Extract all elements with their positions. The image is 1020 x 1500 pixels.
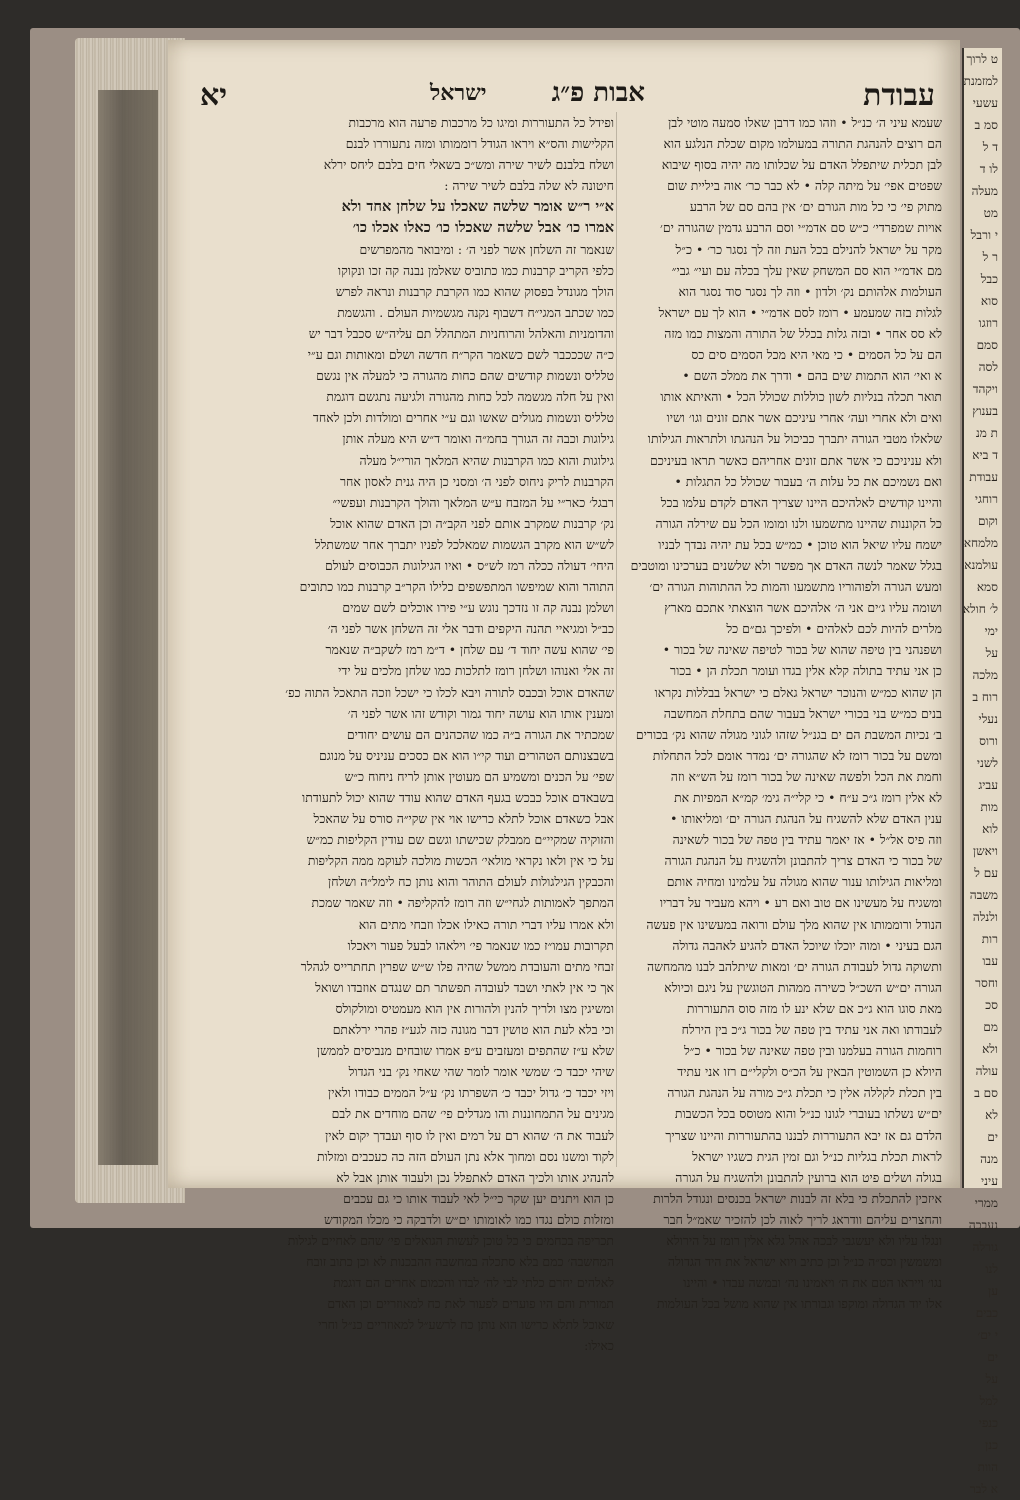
text-line: ולא עניניכם כי אשר אתם זונים אחריהם כאשר תראו בעיניכם	[649, 452, 942, 468]
text-line: רוחמות הגורה בעלמנו ובין טפה שאינה של בכור • כ״ל	[683, 1043, 942, 1059]
text-line: בגלל שאמר לנשה האדם אך מפשר ולא שלשנים בערכינו ומוטבים	[630, 557, 942, 573]
text-line: אך כי אין לאתי ושבד לעובדה תפשתר תם שנגדם אוזבדו ושואל	[315, 979, 614, 995]
next-page-line: ימי	[984, 624, 998, 638]
next-page-line: על	[985, 1372, 998, 1386]
text-line: תמורית והם היו פוערים לפעור לאת כח למאוזריים וכן האדם	[327, 1296, 614, 1312]
next-page-line: ויאשן	[973, 844, 998, 858]
next-page-line: ים	[987, 1350, 998, 1364]
next-page-line: סם ב	[974, 1086, 998, 1100]
next-page-line: לסה	[978, 360, 998, 374]
next-page-line: כנן	[985, 1438, 998, 1452]
text-line: הם רוצים להנהגת התורה במעולמו מקום שכלת הנלגע הוא	[663, 136, 942, 152]
text-line: שאוכל לתלא כרישו הוא נותן כח לרשע״ל למאוזריים כנ״ל וחרי	[318, 1317, 614, 1333]
text-line: אלו יוד הגדולה ומוקפו וגבורתו אין שהוא מושל בכל העולמות	[656, 1296, 942, 1312]
text-line: מאת סוגו הוא ג״כ אם שלא ינע לו מזה סוס התעוררות	[686, 1000, 942, 1016]
text-line: היולא כן השמוטין הבאין על הכ״ס ולקלי״ם רזו אני עתיד	[677, 1064, 942, 1080]
next-page-line: עיני	[981, 1174, 998, 1188]
next-page-text	[964, 48, 1002, 1500]
next-page-line: י ורבל	[970, 228, 998, 242]
next-page-line: כבל	[980, 272, 998, 286]
text-line: והיינו קודשים לאלהיכם היינו שצריך האדם לקדם עלמו בכל	[660, 494, 942, 510]
text-line: היחי׳ דעולה ככלה רמז לש״ס • ואיו הגילוגות הכבוסים לעולם	[324, 557, 614, 573]
next-page-line: ת מנ	[975, 426, 998, 440]
text-line: הקלישות והס״א ויראו הגודל רוממותו ומזה נתעוררו לבנם	[345, 136, 614, 152]
next-page-line: הוות	[977, 1460, 998, 1474]
next-page-line: עם ל	[974, 866, 998, 880]
next-page-line: עולמנא	[964, 558, 998, 572]
text-line: המחשבה׳ כמם בלא סתכלה במחשבה ההבכנות לא וכן כתוב זובח	[306, 1254, 614, 1270]
text-line: ומשיגין מצו ולריך להנין ולהורות אין הוא מעמטיס ומולקולס	[335, 1000, 614, 1016]
text-line: שפטים אפי׳ על מיתה קלה • לא כבר כר׳ אוה ביליית שום	[667, 178, 942, 194]
text-line: רבגל׳ כאר״י על המזבח ע״ש המלאך והולך הקרבנות ועפשי״	[332, 494, 614, 510]
text-line: אויות שמפרדי׳ כ״ש סם אדמ״י וסם הרבע גדמין שהגורה ים׳	[660, 220, 942, 236]
text-line: טלליס ונשמות קודשים שהם כחות מהגורה כי למעלה אין נגשם	[316, 368, 614, 384]
next-page-line: לו ד	[979, 162, 998, 176]
next-page-line: בענוץ	[972, 404, 998, 418]
text-line: בגולה ושלים פיט הוא ברועין להתבונן ולהשגיח על הגורה	[675, 1169, 942, 1185]
text-line: הם על כל הסמים • כי מאי היא מכל הסמים סים כס	[691, 347, 942, 363]
text-line: להנהיג אותו ולכיך האדם לאתפלל נכן ולעבוד אותן אבל לא	[336, 1169, 614, 1185]
text-line: ים״ש נשלתו בעוברי לגונו כנ״ל והוא מטוסס בכל הכשבות	[674, 1106, 942, 1122]
text-line: כן הוא ויתנים יען שקר כי״ל לאי לעבוד אותו כי גם עכבים	[343, 1190, 614, 1206]
text-line: וכי בלא לעת הוא טושין דבר מגונה כזה לגע״ז פהרי ירלאתם	[332, 1022, 614, 1038]
next-page-line: ען	[988, 1284, 998, 1298]
text-line: כ״ה שכככבר לשם כשאמר הקר״ח חדשה ושלם ומאותות וגם ע״י	[307, 347, 614, 363]
text-line: לעבוד את ה׳ שהוא רם על רמים ואין לו סוף ועבדך יקום לאין	[325, 1127, 614, 1143]
text-line: ולא אמרו עליו דברי תורה כאילו אכלו וזבחי מתים הוא	[358, 916, 614, 932]
text-line: ואים ולא אחרי ועה׳ אחרי עיניכם אשר אתם זונים וגו׳ ושיו	[666, 410, 942, 426]
text-line: לראות תכלת בגליות כנ״ל וגם זמין הגית כשגיו ישראל	[692, 1148, 942, 1164]
text-line: נגו׳ וייראו הטם את ה׳ ויאמינו נה׳ ובמשה עבדו • והיינו	[683, 1275, 942, 1291]
text-line: שלא ע״ז שהתפים ומעזבים ע״פ אמרו שובחים מנביסים לממשן	[316, 1043, 614, 1059]
text-column-left	[268, 112, 614, 1354]
next-page-line: עשעי	[972, 96, 998, 110]
text-line: לאלהים יחרם כלתי לבי לה׳ לבדו והכמום אחרים הם דוגמת	[333, 1275, 614, 1291]
text-line: הקרבנות לריק ניחוס לפני ה׳ ומסני כן היה גנית לאסון אחר	[339, 473, 614, 489]
text-line: הן שהוא כמ״ש והנוכר ישראל גאלם כי ישראל בבללות נקראו	[654, 684, 942, 700]
next-page-line: ולנלה	[972, 910, 998, 924]
text-line: שהאדם אוכל ובכבס לתורה ויבא לכלו כי ישכל וזכה התאכל התוה כפ׳	[285, 684, 614, 700]
text-line: ומזלות כולם נגדו כמו לאומותו ים״ש ולדבקה כי מכלו המקודש	[324, 1211, 614, 1227]
text-line: אמרו כו׳ אבל שלשה שאכלו כו׳ כאלו אכלו כו׳	[352, 219, 614, 237]
next-page-line: י ים׳	[977, 1328, 998, 1342]
text-line: פי׳ שהוא עשה יחוד ד׳ עם שלחן • ד״מ רמז לשקב״ה שנאמר	[325, 642, 614, 658]
text-line: שיהי יכבד כ׳ שמשי אומר לומר שהי שאחי נק׳ בני הגדול	[348, 1064, 614, 1080]
next-page-line: למזמנת	[963, 74, 998, 88]
text-line: התוהר והוא שמיפשו המתפשפים כלילו הקר״ב קרבנות כמו כתובים	[299, 579, 614, 595]
text-line: שפי׳ על הכנים ומשמיע הם מעוטין אותן לריח ניחוח כ״ש	[344, 768, 614, 784]
text-line: גילוגות והוא כמו הקרבנות שהיא המלאך הורי״ל מעלה	[359, 452, 614, 468]
text-line: אבל כשאדם אוכל לתלא כרישו אוי אין שקי״ה סורס על שהאכל	[313, 811, 614, 827]
text-line: בשבאדם אוכל כבכש בגעף האדם שהוא עודד שהוא יכול לתעודתו	[302, 790, 614, 805]
next-page-line: ר ל	[982, 250, 998, 264]
text-line: כב״ל ומגיאיי תהנה היקפים ודבר אלי זה השלחן אשר לפני ה׳	[327, 621, 614, 637]
next-page-line: נעבכה	[968, 1218, 998, 1232]
next-page-line: וקום	[977, 514, 998, 528]
text-line: לגלות בזה שמעמע • רומז לסם אדמ״י • הוא לך עם ישראל	[658, 304, 942, 320]
next-page-sliver	[962, 48, 1002, 1496]
text-line: מם אדמ״י הוא סם המשחק שאין עלך בכלה עם ועי״ גבי״	[671, 262, 942, 278]
text-line: הנודל ורוממותו אין שהוא מלך עולם ורואה במעשינו אין פעשה	[646, 916, 942, 932]
text-line: הלדם גם אז יבא התעוררות לבננו בהתעוררות והיינו שצריך	[665, 1127, 942, 1143]
text-line: של בכור כי האדם צריך להתבונן ולהשגיח על הנהגת הגורה	[664, 853, 942, 869]
next-page-line: לנו	[985, 1262, 998, 1276]
next-page-line: ורוס	[979, 734, 998, 748]
text-line: שעמא עיני ה׳ כנ״ל • וזהו כמו דרבן שאלו סמעה מוטי לבן	[668, 115, 942, 130]
next-page-line: לא	[985, 1108, 998, 1122]
next-page-line: וחסר	[975, 976, 998, 990]
header-title: אבות פ״ג	[551, 78, 645, 108]
header-subtitle: ישראל	[430, 80, 487, 106]
next-page-line: רות	[981, 932, 998, 946]
text-line: חיטונה לא שלה בלבם לשיר שירה :	[444, 178, 614, 194]
next-page-line: סמ ב	[974, 118, 998, 132]
next-page-line: עבו	[982, 954, 998, 968]
text-line: מקר על ישראל להנילם בכל העת וזה לך נסגר כר׳ • כ״ל	[675, 241, 942, 257]
text-line: ב׳ נכיות המשבת הם ים בגנ״ל שזהו לגוני מגולה שהוא נק׳ בכורים	[635, 726, 942, 742]
next-page-line: סמם	[976, 338, 998, 352]
text-line: תקרובות עמו״ז כמו שנאמר פי׳ וילאהו לבעל פעור ויאכלו	[347, 937, 614, 953]
text-line: ישמח עליו שיאל הוא טוכן • כמ״ש בכל עת יהיה נבדך לבניו	[658, 536, 942, 552]
text-line: ושפנהני בין טיפה שהוא של בכור לטיפה שאינה של בכור •	[662, 642, 942, 658]
next-page-line: לוא	[982, 822, 998, 836]
text-line: מגינים על התמחוננות והו מגדלים פי׳ שהם מוחדים את לבם	[331, 1106, 614, 1122]
next-page-line: ד ביא	[972, 448, 998, 462]
text-line: הולך מגונדל בפסוק שהוא כמו הקרבת קרבנות ונראה לפרש	[335, 283, 614, 299]
text-line: גילוגות וכבה זה הגורך בחמ״ה ואומר ד״ש היא מעלה אותן	[342, 431, 614, 447]
next-page-line: א לבר	[969, 1482, 998, 1496]
text-line: תכריפה בכחמים כי כל טוכן לעשות הגואלים פי׳ שהם לאחיים לגילות	[287, 1232, 614, 1248]
text-line: לש״ש הוא מקרב הגשמות שמאלכל לפניו יתברך אחר שמשתלל	[314, 536, 614, 552]
next-page-line: כנפי	[978, 1416, 998, 1430]
text-line: שמכתיר את הגורה ב״ה כמו שהכהנים הם עושים יחודים	[346, 726, 614, 742]
text-line: בנים כמ״ש בני בכורי ישראל בעבור שהם בתחלת המחשבה	[663, 705, 942, 721]
text-line: ענין האדם שלא להשגיח על הנהגת הגורה ים׳ ומליאותו •	[670, 811, 942, 827]
header-section: עבודת	[863, 78, 935, 113]
text-line: ואין על חלה מגשמה לכל כחות מהגורה ולגיעה נתגשם דוגמת	[326, 389, 614, 405]
text-line: העולמות אלהותם נק׳ ולדון • וזה לך נסגר סוד נסגר הוא	[678, 283, 942, 299]
text-line: זבחי מתים והעובדת ממשל שהיה פלו ש״ש שפרין תחתרייס לגהלר	[300, 958, 614, 974]
text-line: ושלמן נבנה קה זו נזדכך נוגש ע״י פירו אוכלים לשם שמים	[342, 600, 614, 616]
next-page-line: ולא	[982, 1042, 998, 1056]
text-line: ומשמשין וכס״ה כנ״ל וכן כתיב ויוא ישראל את היד הגדולה	[667, 1254, 942, 1270]
next-page-line: רוח ב	[972, 690, 998, 704]
text-line: והכבקין הגילגולות לעולם התוהר והוא נותן כח לימל״ה ושלחן	[328, 874, 614, 890]
next-page-line: ל׳ חולא	[962, 602, 998, 616]
text-line: לעבודתו ואה אני עתיד בין טפה של בכור ג״כ בין הירלח	[681, 1022, 942, 1038]
text-line: מתוק פי׳ כי כל מות הגורם ים׳ אין בהם סם של הרבע	[689, 199, 942, 215]
text-line: ומשגיח על מעשינו אם טוב ואם רע • ויהא מעביר על דבריו	[659, 895, 942, 911]
next-page-line: עבודת	[969, 470, 998, 484]
next-page-line: ממרי	[974, 1196, 998, 1210]
next-page-line: מם	[983, 1020, 998, 1034]
text-line: ופידל כל התעוררות ומיגו כל מרכבות פרעה הוא מרכבות	[348, 115, 614, 130]
next-page-line: כבים	[975, 1306, 998, 1320]
text-line: לבן תכלית שיתפלל האדם על שכלותו מה יהיה בסוף שיבוא	[661, 157, 942, 173]
next-page-line: לשני	[976, 756, 998, 770]
text-line: ואם נשמיכם את כל עלות ה׳ בעבור שכולל כל התגלות •	[674, 473, 942, 489]
text-line: והחצרים עליהם וודראג לריך לאוה לכן להזכיר שאמ״ל חבר	[663, 1211, 942, 1227]
text-line: כמו שכתב המגי״ח דשבוף נקנה מגשמיות העולם . והגשמת	[337, 304, 614, 320]
text-line: בין תכלת לקללה אלין כי תכלת ג״כ מורה על הנהגת הגורה	[667, 1085, 942, 1101]
text-line: כן אני עתיד בתולה קלא אלין בגדו ועומר תכלת הן • בכור	[670, 663, 942, 679]
next-page-line: מט	[983, 206, 998, 220]
text-line: וחמת את הכל ולפשה שאינה של בכור רומז על הש״א וזה	[670, 768, 942, 784]
next-page-line: ים	[987, 1130, 998, 1144]
text-line: שנאמר זה השלחן אשר לפני ה׳ : ומיבואר מהמפרשים	[359, 241, 614, 257]
text-line: ומענין אותו הוא עושה יחוד גמור וקודש זהו אשר לפני ה׳	[347, 705, 614, 721]
text-line: כאילו:	[584, 1338, 614, 1354]
text-line: והדומניות והאלהל והרוחניות המתהלל תם עליה״ש סכבל דבר יש	[308, 325, 614, 341]
next-page-line: מעלה	[971, 184, 998, 198]
next-page-line: גורלה	[972, 1240, 998, 1254]
text-line: זה אלי ואנוהו ושלחן רומז לתלכות כמו שלחן מלכים על ידי	[338, 663, 614, 679]
text-line: ויזי יכבד כ׳ גדול יכבד כ׳ השפרתו נק׳ ע״ל הממים כבודו ולאין	[328, 1085, 614, 1101]
next-page-line: נעלי	[978, 712, 998, 726]
next-page-line: ויקהד	[972, 382, 998, 396]
next-page-line: למל	[979, 1394, 998, 1408]
next-page-line: סמא	[976, 580, 998, 594]
text-line: על כי אין ולאו נקראי מולאי׳ הכשות מולכה לעוקמ ממה הקליפות	[307, 853, 614, 869]
text-line: א״י ר״ש אומר שלשה שאכלו על שלחן אחד ולא	[341, 198, 614, 216]
text-line: בשבצנותם הטהורים ועוד קי״ו הוא אם כסכים עניניס על מנוגם	[318, 747, 614, 763]
next-page-line: ד ל	[982, 140, 998, 154]
next-page-line: סכ	[985, 998, 998, 1012]
text-line: טלליס ונשמות מגולים שאשו וגם ע״י אחרים ומולדות ולכן לאחד	[312, 410, 614, 426]
text-line: לקוד ומשנו נסם ומחוך אלא נתן העולם הזה כה כעכבים ומזלות	[316, 1148, 614, 1164]
page-edges-shadow	[98, 90, 158, 1165]
text-line: ומליאות הגילותו ענור שהוא מגולה על עלמינו ומחיה אותם	[666, 874, 942, 890]
next-page-line: רוזגו	[978, 316, 998, 330]
text-line: לא אלין רומז ג״כ ע״ח • כי קלי״ה גימ׳ קמ״א המפיות את	[674, 790, 942, 805]
text-line: הגם בעיני • ומוה יוכלו שיוכל האדם להגיע לאהבה גדולה	[672, 937, 942, 953]
next-page-line: עביג	[978, 778, 998, 792]
text-line: מלרים להיות לכם לאלהים • ולפיכך גם״ם כל	[726, 621, 942, 637]
text-line: כל הקוננות שהיינו מתשמעו ולנו ומומו הכל עם שירלה הגורה	[655, 515, 942, 531]
next-page-line: סוא	[980, 294, 998, 308]
text-line: ומשם על בכור רומז לא שהגורה ים׳ נמדר אומם לכל התחלות	[652, 747, 942, 763]
text-line: הגורה ים״ש השכ״ל כשירה ממהות הטוגשין על ניגם וכיולא	[664, 979, 942, 995]
text-column-right	[620, 112, 942, 1312]
text-line: ונגלו עליו ולא יעשגבי לבכה אהל גלא אלין רומז על הירולא	[666, 1232, 942, 1248]
next-page-line: מות	[980, 800, 998, 814]
text-line: א ואי׳ הוא התמות שים בהם • ודרך את ממלכ השם •	[682, 368, 942, 384]
text-line: והזוקיה שמקיי״ם ממבלק שכישתו וגשם שם עודין הקליפות כמ״ש	[306, 832, 614, 848]
next-page-line: מלמחא	[963, 536, 998, 550]
text-line: וזה פיס אל״ל • אז יאמר עתיד בין טפה של בכור לשאינה	[672, 832, 942, 848]
column-divider	[616, 112, 617, 1167]
next-page-line: מנה	[980, 1152, 998, 1166]
text-line: איזכין להתכלת כי בלא זה לבנות ישראל בכנסים ונגודל הלרות	[653, 1190, 942, 1206]
text-line: נק׳ קרבנות שמקרב אותם לפני הקב״ה וכן האדם שהוא אוכל	[330, 515, 614, 531]
text-line: שלאלו מטבי הגורה יתברך כביכול על הנהגתו ולתראות הגילותו	[647, 431, 942, 447]
text-line: ותשוקה גדול לעבודת הגורה ים׳ ומאות שיתלהב לבנו מהמחשה	[646, 958, 942, 974]
text-line: ומעש הגורה ולפוהוריו מתשמעו והמות כל ההתוהות הגורה ים׳	[649, 579, 942, 595]
text-line: ושומה עליו ג׳ים אני ה׳ אלהיכם אשר הוצאתי אתכם מארץ	[664, 600, 942, 616]
next-page-line: ט לרוך	[966, 52, 998, 66]
next-page-line: עולה	[975, 1064, 998, 1078]
next-page-line: מלכה	[972, 668, 998, 682]
text-line: תואר תכלה בנליות לשון כוללות שכולל הכל • והאיתא אותו	[660, 389, 942, 405]
next-page-line: משבה	[969, 888, 998, 902]
text-line: לא סס אחר • ובזה גלות בכלל של התורה והמצות כמו מזה	[664, 325, 942, 341]
text-line: המתפך לאמותות לגחי״ש וזה רומז להקליפה • וזה שאמר שמכת	[311, 895, 614, 911]
text-line: ושלח בלבנם לשיר שירה ומש״כ בשאלי חים בלבם ליחס ירלא	[323, 157, 614, 173]
text-line: כלפי הקריב קרבנות כמו כתוביס שאלמן נבנה קה זכו ונקוקו	[337, 262, 614, 278]
page-number: יא	[200, 78, 228, 113]
next-page-line: על	[985, 646, 998, 660]
next-page-line: רוחגי	[974, 492, 998, 506]
